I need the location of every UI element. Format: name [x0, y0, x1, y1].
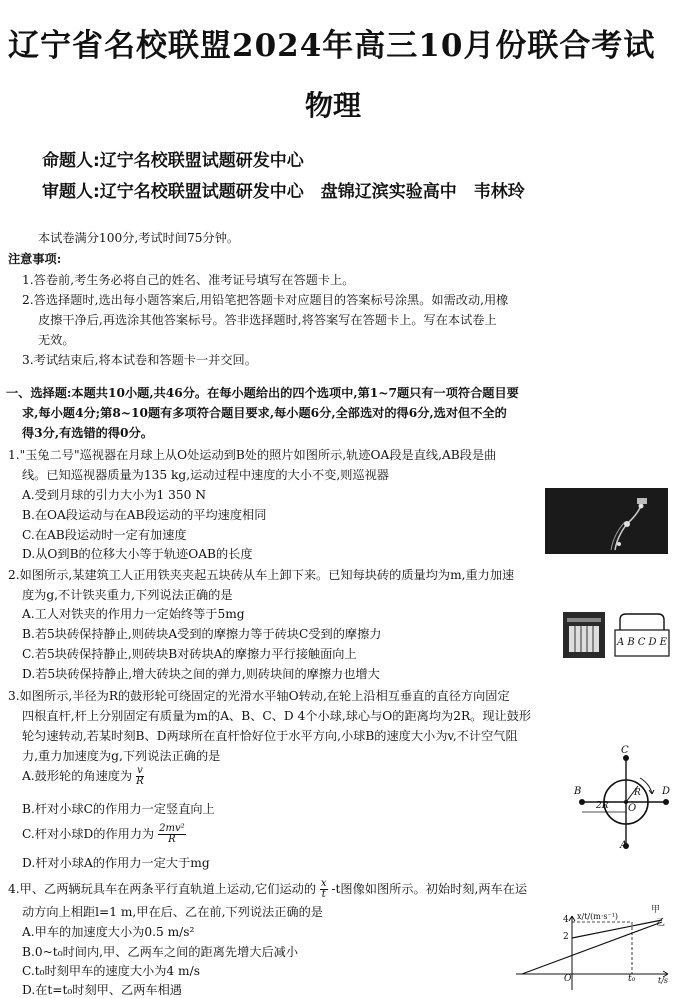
q2-line-1: 2.如图所示,某建筑工人正用铁夹夹起五块砖从车上卸下来。已知每块砖的质量均为m,重力加速 — [8, 568, 515, 582]
q3-option-d: D.杆对小球A的作用力一定大于mg — [22, 856, 210, 870]
q4-line-1-suffix: -t图像如图所示。初始时刻,两车在运 — [331, 882, 528, 896]
label-2R: 2R — [596, 801, 609, 811]
note-2-cont: 皮擦干净后,再选涂其他答案标号。答非选择题时,将答案写在答题卡上。写在本试卷上 — [38, 313, 497, 327]
graph-ylabel: x/t/(m·s⁻¹) — [577, 912, 619, 921]
brick-b-label: B — [627, 637, 635, 648]
q4-line-2: 动方向上相距l=1 m,甲在后、乙在前,下列说法正确的是 — [22, 905, 323, 919]
q2-option-c: C.若5块砖保持静止,则砖块B对砖块A的摩擦力平行接触面向上 — [22, 647, 357, 661]
label-R: R — [634, 788, 641, 798]
graph-tick-2: 2 — [563, 932, 569, 942]
q3-option-c-text: C.杆对小球D的作用力为 — [22, 827, 155, 841]
q3-option-c — [22, 824, 186, 845]
q4-option-d: D.在t=t₀时刻甲、乙两车相遇 — [22, 983, 182, 997]
note-2-end: 无效。 — [38, 333, 75, 347]
section-line-3: 得3分,有选错的得0分。 — [22, 426, 153, 440]
q3-option-c-fraction — [158, 824, 186, 845]
section-line-1: 一、选择题:本题共10小题,共46分。在每小题给出的四个选项中,第1~7题只有一项符合题目要 — [6, 386, 519, 400]
q2-option-b: B.若5块砖保持静止,则砖块A受到的摩擦力等于砖块C受到的摩擦力 — [22, 627, 382, 641]
q3-option-c-num: 2mv² — [159, 823, 185, 834]
q2-option-d: D.若5块砖保持静止,增大砖块之间的弹力,则砖块间的摩擦力也增大 — [22, 667, 380, 681]
q3-line-4: 力,重力加速度为g,下列说法正确的是 — [22, 749, 221, 763]
brick-c-label: C — [637, 637, 646, 648]
q3-option-b: B.杆对小球C的作用力一定竖直向上 — [22, 802, 215, 816]
notes-heading: 注意事项: — [8, 252, 62, 266]
brick-diagram — [612, 612, 672, 660]
q1-option-c: C.在AB段运动时一定有加速度 — [22, 528, 187, 542]
q3-option-a-num: v — [137, 765, 143, 776]
q1-option-a: A.受到月球的引力大小为1 350 N — [22, 488, 206, 502]
graph-label-yi: 乙 — [656, 918, 666, 928]
q4-option-c: C.t₀时刻甲车的速度大小为4 m/s — [22, 964, 200, 978]
brick-labels — [617, 637, 667, 648]
label-A: A — [620, 840, 628, 851]
brick-d-label: D — [648, 637, 657, 648]
q4-frac-den: t — [321, 889, 326, 900]
q4-fraction — [320, 879, 328, 900]
q3-line-2: 四根直杆,杆上分别固定有质量为m的A、B、C、D 4个小球,球心与O的距离均为2R。现让鼓形 — [22, 709, 532, 723]
label-B: B — [574, 786, 582, 797]
q4-option-b: B.0~t₀时间内,甲、乙两车之间的距离先增大后减小 — [22, 945, 299, 959]
graph-t0: t₀ — [628, 974, 636, 984]
exam-title: 辽宁省名校联盟2024年高三10月份联合考试 — [8, 28, 656, 64]
q4-line-1-prefix: 4.甲、乙两辆玩具车在两条平行直轨道上运动,它们运动的 — [8, 882, 317, 896]
note-1: 1.答卷前,考生务必将自己的姓名、准考证号填写在答题卡上。 — [22, 273, 355, 287]
q1-option-d: D.从O到B的位移大小等于轨迹OAB的长度 — [22, 547, 253, 561]
graph-origin: O — [564, 974, 572, 984]
note-2: 2.答选择题时,选出每小题答案后,用铅笔把答题卡对应题目的答案标号涂黑。如需改动,用橡 — [22, 293, 509, 307]
rover-photo — [545, 488, 668, 554]
q3-option-a — [22, 766, 144, 787]
q3-option-a-text: A.鼓形轮的角速度为 — [22, 769, 133, 783]
reviewer: 审题人:辽宁名校联盟试题研发中心 盘锦辽滨实验高中 韦林玲 — [42, 182, 525, 202]
graph-label-jia: 甲 — [651, 905, 661, 915]
brick-a-label: A — [617, 637, 625, 648]
q3-line-1: 3.如图所示,半径为R的鼓形轮可绕固定的光滑水平轴O转动,在轮上沿相互垂直的直径方向固定 — [8, 689, 510, 703]
label-D: D — [662, 786, 671, 797]
brick-e-label: E — [659, 637, 667, 648]
q3-line-3: 轮匀速转动,若某时刻B、D两球所在直杆恰好位于水平方向,小球B的速度大小为v,不计空气阻 — [22, 729, 518, 743]
q1-line-1: 1."玉兔二号"巡视器在月球上从O处运动到B处的照片如图所示,轨迹OA段是直线,AB段是曲 — [8, 448, 497, 462]
label-C: C — [621, 745, 629, 756]
graph-tick-4: 4 — [563, 915, 569, 925]
label-O: O — [628, 803, 637, 814]
brick-clamp-photo — [563, 612, 605, 658]
q3-option-a-fraction — [136, 766, 144, 787]
q4-line-1 — [8, 879, 527, 900]
q2-line-2: 度为g,不计铁夹重力,下列说法正确的是 — [22, 588, 233, 602]
q3-option-a-den: R — [136, 776, 144, 787]
q3-option-c-den: R — [168, 834, 176, 845]
q2-option-a: A.工人对铁夹的作用力一定始终等于5mg — [22, 607, 245, 621]
drum-wheel-diagram — [570, 752, 670, 852]
section-line-2: 求,每小题4分;第8~10题有多项符合题目要求,每小题6分,全部选对的得6分,选对但不全的 — [22, 406, 507, 420]
graph-taxis: t/s — [658, 976, 669, 985]
subject-title: 物理 — [305, 89, 362, 122]
q1-line-2: 线。已知巡视器质量为135 kg,运动过程中速度的大小不变,则巡视器 — [22, 468, 389, 482]
xt-t-graph — [512, 912, 672, 992]
q4-frac-num: x — [320, 878, 327, 889]
q1-option-b: B.在OA段运动与在AB段运动的平均速度相同 — [22, 508, 267, 522]
note-3: 3.考试结束后,将本试卷和答题卡一并交回。 — [22, 353, 257, 367]
q4-option-a: A.甲车的加速度大小为0.5 m/s² — [22, 925, 195, 939]
proposer: 命题人:辽宁名校联盟试题研发中心 — [42, 151, 304, 171]
exam-info: 本试卷满分100分,考试时间75分钟。 — [38, 231, 240, 245]
